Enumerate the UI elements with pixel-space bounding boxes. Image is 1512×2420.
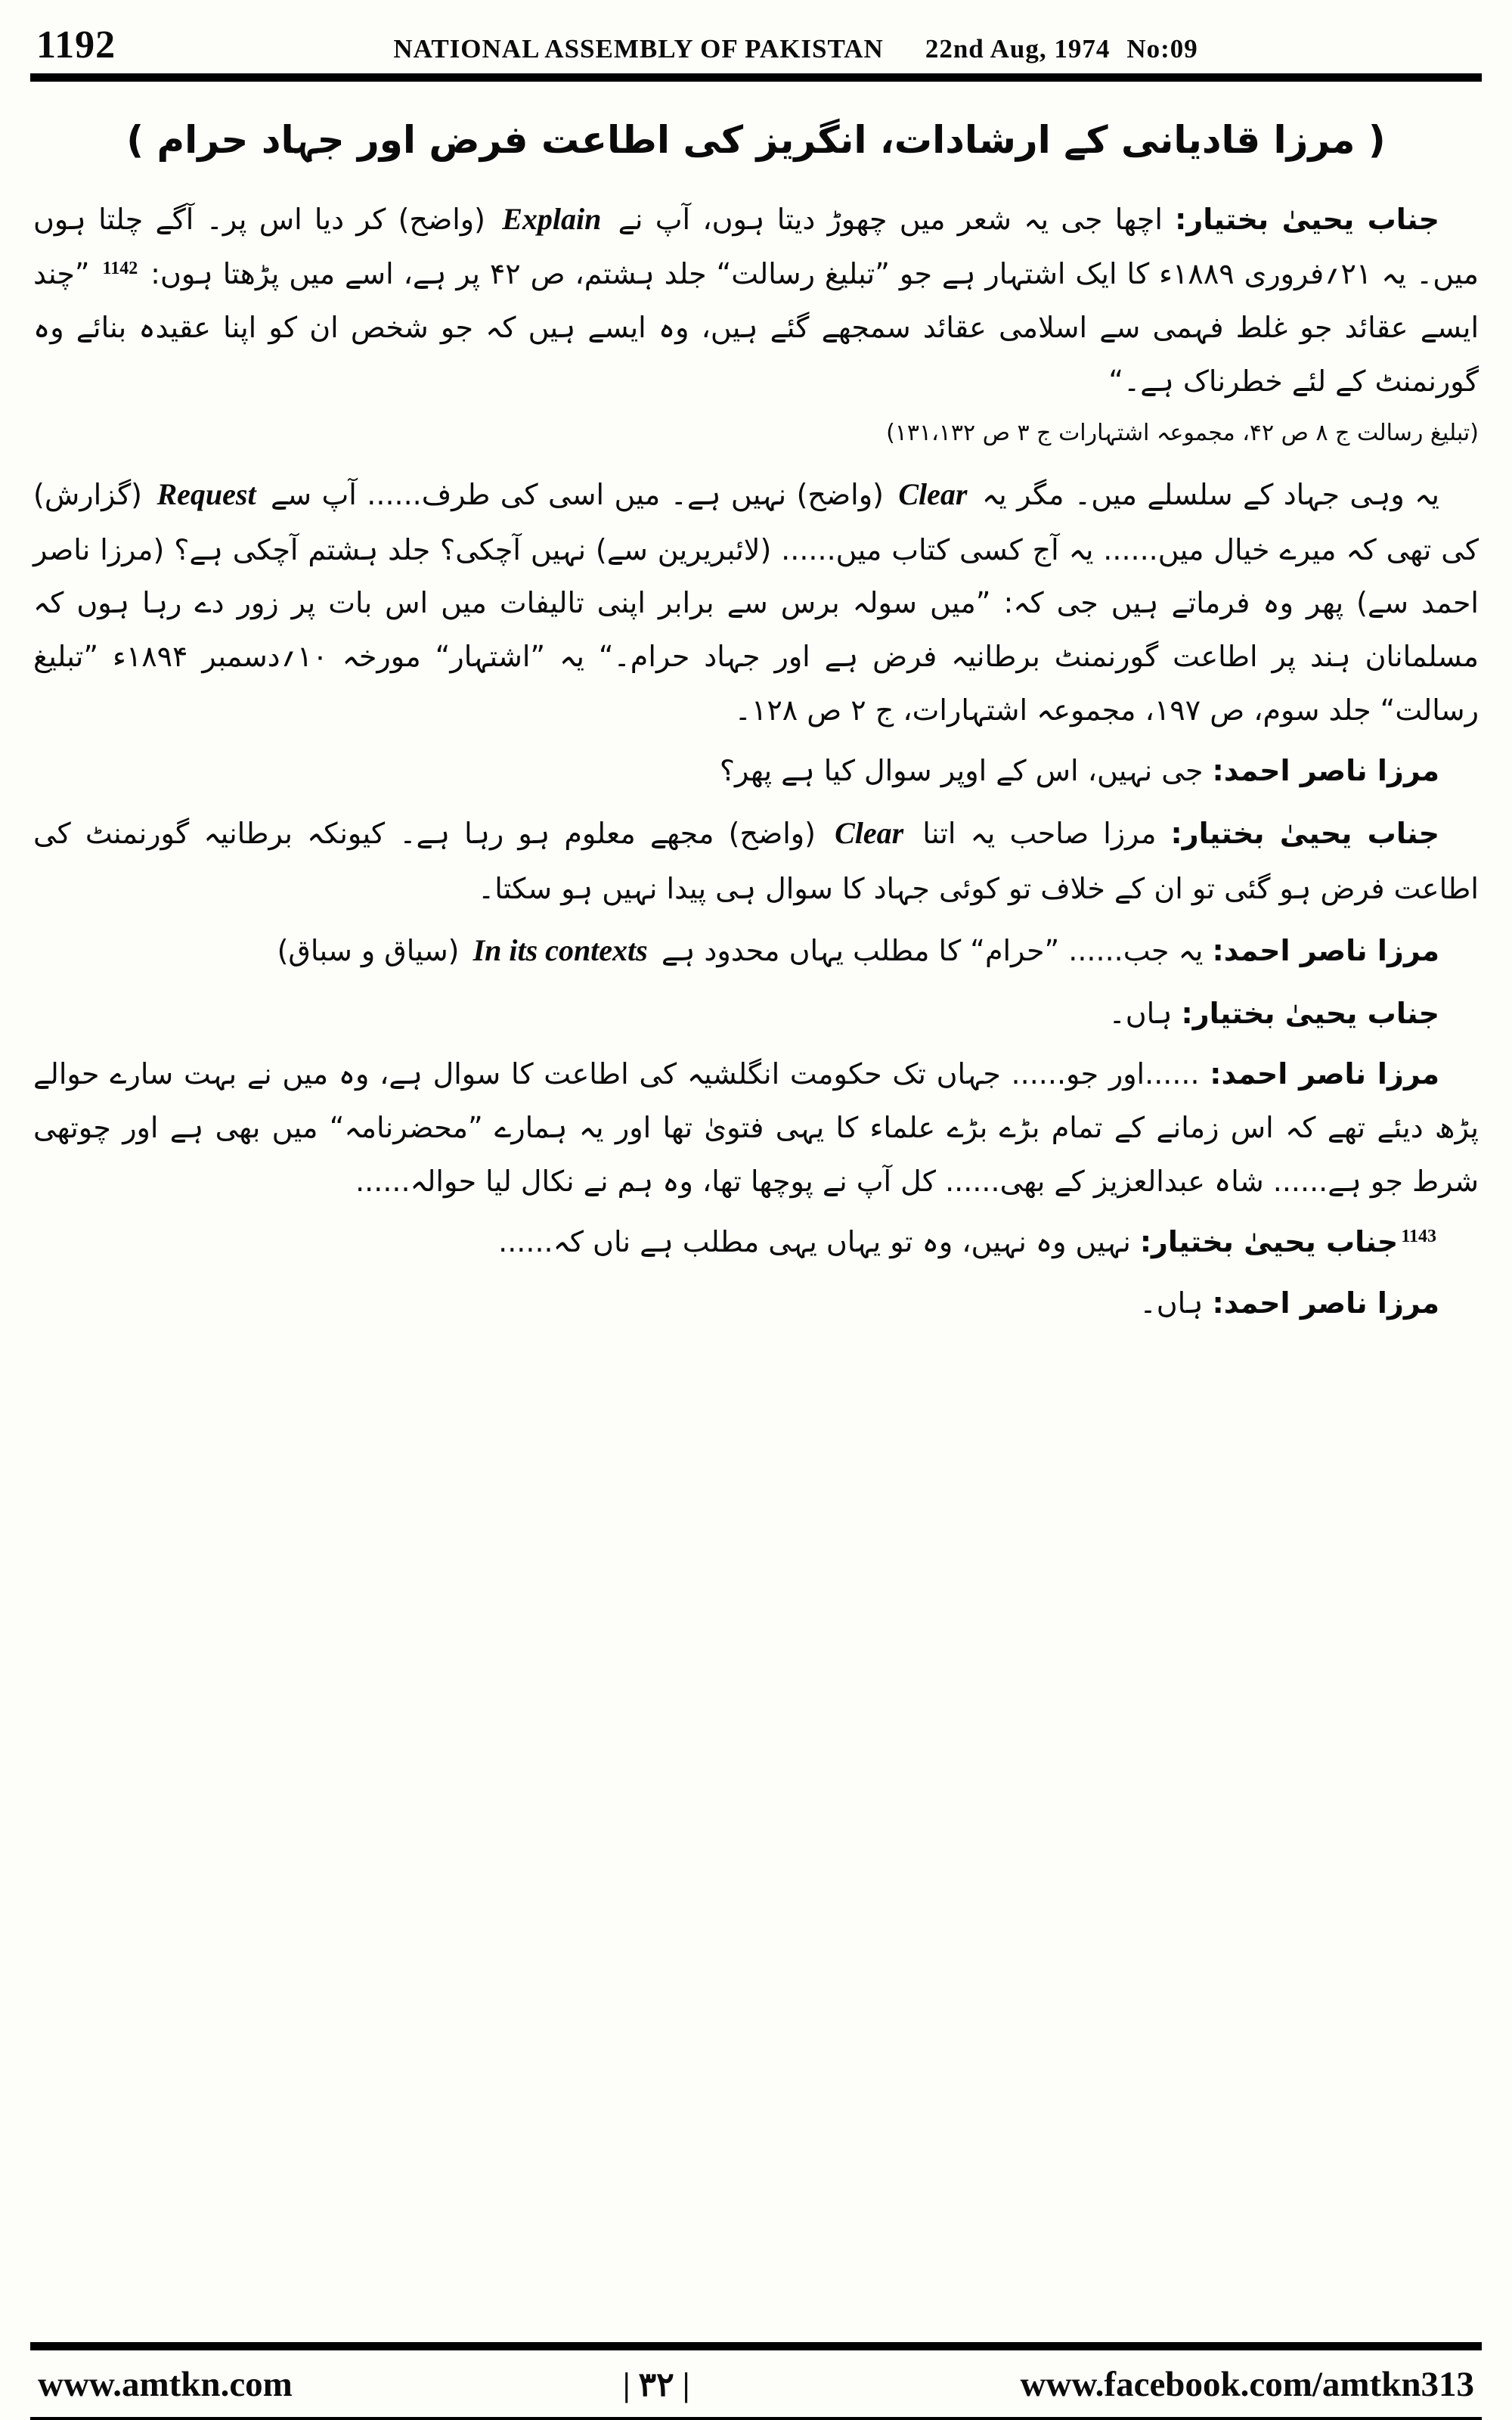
urdu-text: ......اور جو...... جہاں تک حکومت انگلشیہ کی اطاعت کا سوال ہے، وہ میں نے بہت سارے حوالے پڑھ دیئے تھے کہ اس زمانے کے تمام بڑے بڑے علماء کا یہی فتویٰ تھا اور یہ ہمارے ”محضرنامہ“ میں بھی ہے اور چوتھی شرط جو ہے...... شاہ عبدالعزیز کے بھی...... کل آپ نے پوچھا تھا، وہ ہم نے نکال لیا حوالہ...... <box>33 1057 1479 1198</box>
paragraph <box>33 923 1479 979</box>
urdu-text: (سیاق و سباق) <box>277 934 469 968</box>
assembly-title: NATIONAL ASSEMBLY OF PAKISTAN <box>393 34 884 64</box>
english-term: Clear <box>898 477 968 512</box>
urdu-text: نہیں وہ نہیں، وہ تو یہاں یہی مطلب ہے ناں کہ...... <box>498 1225 1140 1259</box>
paragraph <box>33 805 1479 915</box>
speaker-name: مرزا ناصر احمد: <box>1212 754 1439 788</box>
header-date: 22nd Aug, 1974 <box>925 34 1111 64</box>
paragraph <box>33 467 1479 737</box>
urdu-text: یہ جب...... ”حرام“ کا مطلب یہاں محدود ہے <box>652 934 1213 968</box>
urdu-text: (تبلیغ رسالت ج ۸ ص ۴۲، مجموعہ اشتہارات ج ۳ ص ۱۳۱،۱۳۲) <box>886 420 1479 447</box>
header-rule <box>30 73 1482 82</box>
speaker-name: جناب یحییٰ بختیار: <box>1181 996 1439 1030</box>
header-issue-number: No:09 <box>1126 34 1198 64</box>
bottom-edge-rule <box>30 2417 1482 2420</box>
facebook-url: www.facebook.com/amtkn313 <box>1020 2365 1474 2404</box>
page-header <box>0 0 1512 73</box>
urdu-text: ہاں۔ <box>1139 1286 1213 1320</box>
speaker-name: مرزا ناصر احمد: <box>1212 1286 1439 1320</box>
english-term: In its contexts <box>472 933 648 968</box>
urdu-text: یہ وہی جہاد کے سلسلے میں۔ مگر یہ <box>971 478 1439 512</box>
page-footer <box>0 2350 1512 2409</box>
urdu-text: (واضح) مجھے معلوم ہو رہا ہے۔ کیونکہ برطانیہ گورنمنٹ کی اطاعت فرض ہو گئی تو ان کے خلاف تو کوئی جہاد کا سوال ہی پیدا نہیں ہو سکتا۔ <box>33 817 1479 905</box>
speaker-name: مرزا ناصر احمد: <box>1212 934 1439 968</box>
paragraph <box>33 1047 1479 1208</box>
reference-number: 1142 <box>102 258 138 278</box>
speaker-name: مرزا ناصر احمد: <box>1210 1057 1439 1091</box>
urdu-text: ( مرزا قادیانی کے ارشادات، انگریز کی اطاعت فرض اور جہاد حرام ) <box>126 118 1386 162</box>
paragraph <box>33 1215 1479 1269</box>
urdu-text: ”چند ایسے عقائد جو غلط فہمی سے اسلامی عقائد سمجھے گئے ہیں، وہ ایسے ہیں کہ جو شخص ان کو اپنا عقیدہ بنائے وہ گورنمنٹ کے لئے خطرناک ہے۔“ <box>33 257 1479 398</box>
urdu-text: جی نہیں، اس کے اوپر سوال کیا ہے پھر؟ <box>719 754 1213 788</box>
english-term: Request <box>156 477 256 512</box>
paragraph <box>33 191 1479 408</box>
speaker-name: جناب یحییٰ بختیار: <box>1170 817 1439 851</box>
speaker-name: جناب یحییٰ بختیار: <box>1139 1225 1399 1259</box>
document-body <box>0 82 1512 2342</box>
footer-page-marker: | ۳۲ | <box>622 2366 690 2403</box>
reference-number: 1143 <box>1401 1226 1436 1246</box>
urdu-text: اچھا جی یہ شعر میں چھوڑ دیتا ہوں، آپ نے <box>606 203 1176 236</box>
website-url: www.amtkn.com <box>38 2365 293 2404</box>
speaker-name: جناب یحییٰ بختیار: <box>1175 203 1439 236</box>
paragraph <box>33 744 1479 798</box>
paragraph <box>33 1277 1479 1330</box>
english-term: Explain <box>502 202 602 236</box>
urdu-text: مرزا صاحب یہ اتنا <box>908 817 1171 851</box>
header-title-block <box>116 34 1476 64</box>
footer-rule <box>30 2342 1482 2350</box>
urdu-text: ہاں۔ <box>1108 996 1182 1030</box>
urdu-text: (واضح) کر دیا اس پر۔ آگے چلتا ہوں میں۔ یہ ۲۱؍فروری ۱۸۸۹ء کا ایک اشتہار ہے جو ”تبلیغ رسالت“ جلد ہشتم، ص ۴۲ پر ہے، اسے میں پڑھتا ہوں: <box>33 203 1479 291</box>
urdu-text: (گزارش) کی تھی کہ میرے خیال میں...... یہ آج کسی کتاب میں...... (لائبریرین سے) نہیں آچکی؟ جلد ہشتم آچکی ہے؟ (مرزا ناصر احمد سے) پھر وہ فرماتے ہیں جی کہ: ”میں سولہ برس سے برابر اپنی تالیفات میں اس بات پر زور دے رہا ہوں کہ مسلمانان ہند پر اطاعت گورنمنٹ برطانیہ فرض ہے اور جہاد حرام۔“ یہ ”اشتہار“ مورخہ ۱۰؍دسمبر ۱۸۹۴ء ”تبلیغ رسالت“ جلد سوم، ص ۱۹۷، مجموعہ اشتہارات، ج ۲ ص ۱۲۸۔ <box>33 478 1479 727</box>
citation-line <box>33 415 1479 451</box>
english-term: Clear <box>835 816 904 851</box>
section-heading <box>33 112 1479 169</box>
paragraph <box>33 987 1479 1041</box>
page-number: 1192 <box>36 23 116 67</box>
urdu-text: (واضح) نہیں ہے۔ میں اسی کی طرف...... آپ سے <box>260 478 894 512</box>
